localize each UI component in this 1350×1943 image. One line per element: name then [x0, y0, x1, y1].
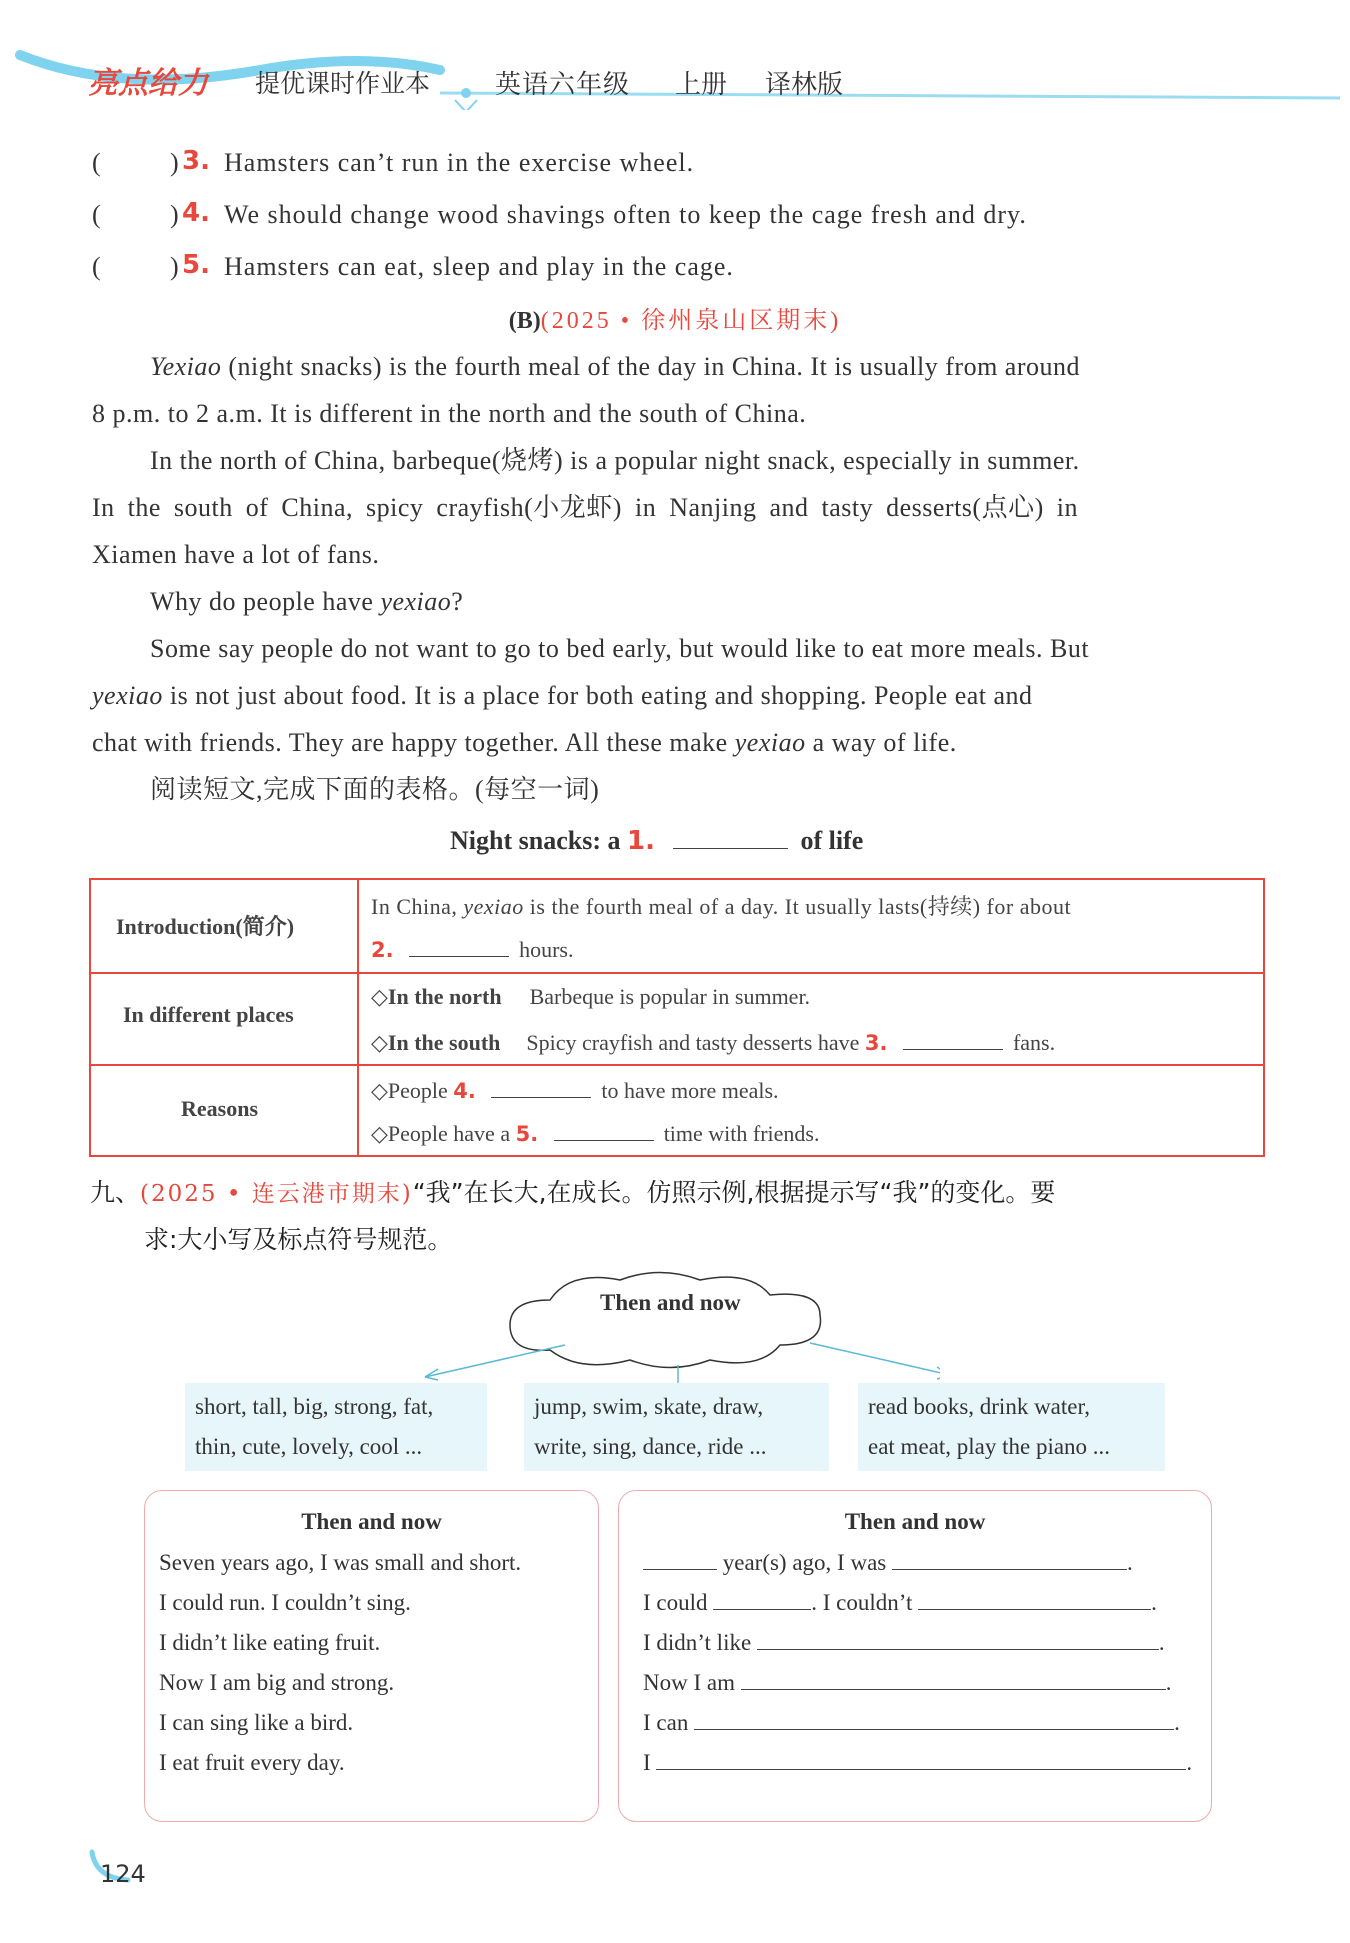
passage-line: [92, 672, 1272, 719]
intro-line-2: [371, 934, 573, 963]
answer-prompt: I could: [643, 1590, 708, 1615]
example-line: Now I am big and strong.: [159, 1670, 395, 1695]
arrow-left: [425, 1345, 565, 1377]
south-line: [371, 1027, 1055, 1056]
hint-line: jump, swim, skate, draw,: [534, 1394, 764, 1419]
italic-term: yexiao: [92, 681, 163, 710]
blank-number: 4.: [453, 1079, 476, 1103]
table-title-text: of life: [800, 826, 864, 855]
edition-label: 译林版: [765, 70, 844, 100]
period: .: [1158, 1630, 1165, 1655]
answer-lines: [643, 1543, 1192, 1783]
period: .: [1126, 1550, 1133, 1575]
reading-passage: [92, 343, 1272, 813]
passage-text: a way of life.: [805, 728, 957, 757]
blank-could[interactable]: [713, 1587, 811, 1610]
row-head-places: In different places: [123, 1002, 294, 1027]
italic-term: yexiao: [734, 728, 806, 757]
period: .: [1186, 1750, 1193, 1775]
cell-text: ◇People have a: [371, 1121, 516, 1146]
answer-line: [643, 1703, 1192, 1743]
question-item: [92, 140, 1292, 192]
reason-line-1: [371, 1075, 779, 1104]
question-item: [92, 192, 1292, 244]
answer-blank-3[interactable]: [903, 1027, 1003, 1050]
example-lines: [159, 1543, 521, 1783]
period: .: [1165, 1670, 1172, 1695]
answer-prompt: . I couldn’t: [811, 1590, 913, 1615]
section-number: 九、: [90, 1178, 141, 1207]
summary-table: [89, 878, 1265, 1157]
blank-couldnt[interactable]: [918, 1587, 1151, 1610]
blank-number: 3.: [864, 1031, 888, 1055]
blank-number: 5.: [515, 1122, 539, 1146]
question-number: 4.: [182, 198, 210, 228]
hint-line: eat meat, play the piano ...: [868, 1434, 1111, 1459]
cell-text: hours.: [519, 937, 574, 962]
answer-line: [643, 1543, 1192, 1583]
volume-label: 上册: [675, 70, 728, 100]
question-number: 5.: [182, 250, 210, 280]
passage-instruction: 阅读短文,完成下面的表格。(每空一词): [150, 775, 600, 804]
north-line: [371, 984, 810, 1010]
arrow-right: [810, 1343, 940, 1375]
table-title: [450, 826, 863, 856]
hint-activities: [858, 1383, 1165, 1471]
section-b-source: (2025 • 徐州泉山区期末): [540, 308, 842, 334]
blank-number: 1.: [626, 826, 655, 856]
passage-text: ?: [451, 587, 464, 616]
answer-blank-5[interactable]: [554, 1118, 654, 1141]
passage-line: In the south of China, spicy crayfish(小龙虾) in Nanjing and tasty desserts(点心) in: [92, 493, 1078, 522]
question-number: 3.: [182, 146, 210, 176]
reason-line-2: [371, 1118, 820, 1147]
passage-text: is not just about food. It is a place for both eating and shopping. People eat and: [162, 681, 1033, 710]
answer-paren-open[interactable]: (: [92, 148, 101, 177]
answer-blank-1[interactable]: [673, 826, 788, 849]
answer-prompt: I didn’t like: [643, 1630, 752, 1655]
cell-text: Barbeque is popular in summer.: [529, 984, 811, 1009]
answer-prompt: year(s) ago, I was: [722, 1550, 887, 1575]
passage-text: (night snacks) is the fourth meal of the day in China. It is usually from around: [221, 352, 1081, 381]
cell-text: In China,: [371, 894, 464, 919]
period: .: [1174, 1710, 1180, 1735]
row-head-introduction: Introduction(简介): [116, 914, 295, 939]
period: .: [1151, 1590, 1157, 1615]
hint-line: write, sing, dance, ride ...: [534, 1434, 767, 1459]
cloud-shape: [510, 1273, 821, 1368]
hint-line: short, tall, big, strong, fat,: [195, 1394, 434, 1419]
example-box: [144, 1490, 599, 1822]
answer-paren-close: ): [170, 148, 179, 177]
passage-line: In the north of China, barbeque(烧烤) is a popular night snack, especially in summer.: [150, 446, 1080, 475]
table-title-text: Night snacks: a: [450, 826, 627, 855]
answer-blank-2[interactable]: [409, 934, 509, 957]
hint-line: thin, cute, lovely, cool ...: [195, 1434, 423, 1459]
row-head-reasons: Reasons: [181, 1096, 259, 1121]
question-list: [92, 140, 1292, 296]
answer-paren-close: ): [170, 252, 179, 281]
blank-didnt-like[interactable]: [757, 1627, 1159, 1650]
question-text: Hamsters can’t run in the exercise wheel.: [224, 148, 695, 177]
intro-line: [371, 890, 1071, 921]
cell-text: time with friends.: [663, 1121, 820, 1146]
blank-years[interactable]: [643, 1547, 717, 1570]
passage-line: [92, 578, 1272, 625]
example-line: I can sing like a bird.: [159, 1710, 354, 1735]
passage-text: chat with friends. They are happy together. All these make: [92, 728, 735, 757]
question-text: We should change wood shavings often to keep the cage fresh and dry.: [224, 200, 1027, 229]
cell-text: fans.: [1012, 1030, 1056, 1055]
answer-prompt: Now I am: [643, 1670, 735, 1695]
section-9-heading: [90, 1170, 1055, 1263]
italic-term: yexiao: [463, 894, 524, 919]
answer-paren-open[interactable]: (: [92, 200, 101, 229]
question-text: Hamsters can eat, sleep and play in the cage.: [224, 252, 734, 281]
hint-adjectives: [185, 1383, 487, 1471]
answer-box: [618, 1490, 1212, 1822]
blank-number: 2.: [371, 938, 394, 962]
section-9-line-2: 求:大小写及标点符号规范。: [144, 1225, 453, 1254]
cell-text: Spicy crayfish and tasty desserts have: [526, 1030, 865, 1055]
answer-title: Then and now: [844, 1509, 986, 1534]
hint-verbs: [524, 1383, 829, 1471]
cell-label: ◇In the north: [371, 984, 502, 1009]
answer-prompt: I can: [643, 1710, 689, 1735]
answer-paren-open[interactable]: (: [92, 252, 101, 281]
answer-blank-4[interactable]: [491, 1075, 591, 1098]
blank-can[interactable]: [694, 1707, 1174, 1730]
header: [0, 0, 1350, 110]
passage-line: 8 p.m. to 2 a.m. It is different in the north and the south of China.: [92, 399, 807, 428]
hint-line: read books, drink water,: [868, 1394, 1090, 1419]
passage-line: [92, 719, 1272, 766]
cloud-title: Then and now: [600, 1290, 741, 1315]
passage-line: Some say people do not want to go to bed early, but would like to eat more meals. But: [150, 634, 1090, 663]
answer-line: [643, 1583, 1192, 1623]
section-b-heading: [0, 300, 1350, 335]
italic-term: yexiao: [380, 587, 452, 616]
answer-paren-close: ): [170, 200, 179, 229]
grade-label: 英语六年级: [495, 70, 631, 100]
page-number: 124: [100, 1860, 146, 1888]
book-subtitle: 提优课时作业本: [255, 69, 431, 98]
passage-text: Why do people have: [150, 587, 381, 616]
blank-i[interactable]: [656, 1747, 1186, 1770]
answer-prompt: I: [643, 1750, 651, 1775]
italic-term: Yexiao: [150, 352, 222, 381]
passage-line: [92, 343, 1272, 390]
example-line: I eat fruit every day.: [159, 1750, 345, 1775]
blank-was[interactable]: [892, 1547, 1127, 1570]
example-title: Then and now: [301, 1509, 442, 1534]
cell-text: to have more meals.: [601, 1078, 779, 1103]
example-line: I could run. I couldn’t sing.: [159, 1590, 411, 1615]
answer-line: [643, 1623, 1192, 1663]
answer-line: [643, 1663, 1192, 1703]
answer-line: [643, 1743, 1192, 1783]
section-9-source: (2025 • 连云港市期末): [140, 1181, 413, 1207]
section-9-text: “我”在长大,在成长。仿照示例,根据提示写“我”的变化。要: [412, 1178, 1056, 1207]
cell-text: is the fourth meal of a day. It usually lasts(持续) for about: [523, 894, 1072, 919]
example-line: Seven years ago, I was small and short.: [159, 1550, 522, 1575]
cell-label: ◇In the south: [371, 1030, 501, 1055]
question-item: [92, 244, 1292, 296]
blank-now-am[interactable]: [741, 1667, 1166, 1690]
brand-logo: 亮点给力: [88, 66, 208, 101]
cell-text: ◇People: [371, 1078, 454, 1103]
section-b-label: (B): [508, 308, 541, 334]
passage-line: Xiamen have a lot of fans.: [92, 540, 380, 569]
section-9-line-1: [90, 1170, 1055, 1217]
example-line: I didn’t like eating fruit.: [159, 1630, 381, 1655]
